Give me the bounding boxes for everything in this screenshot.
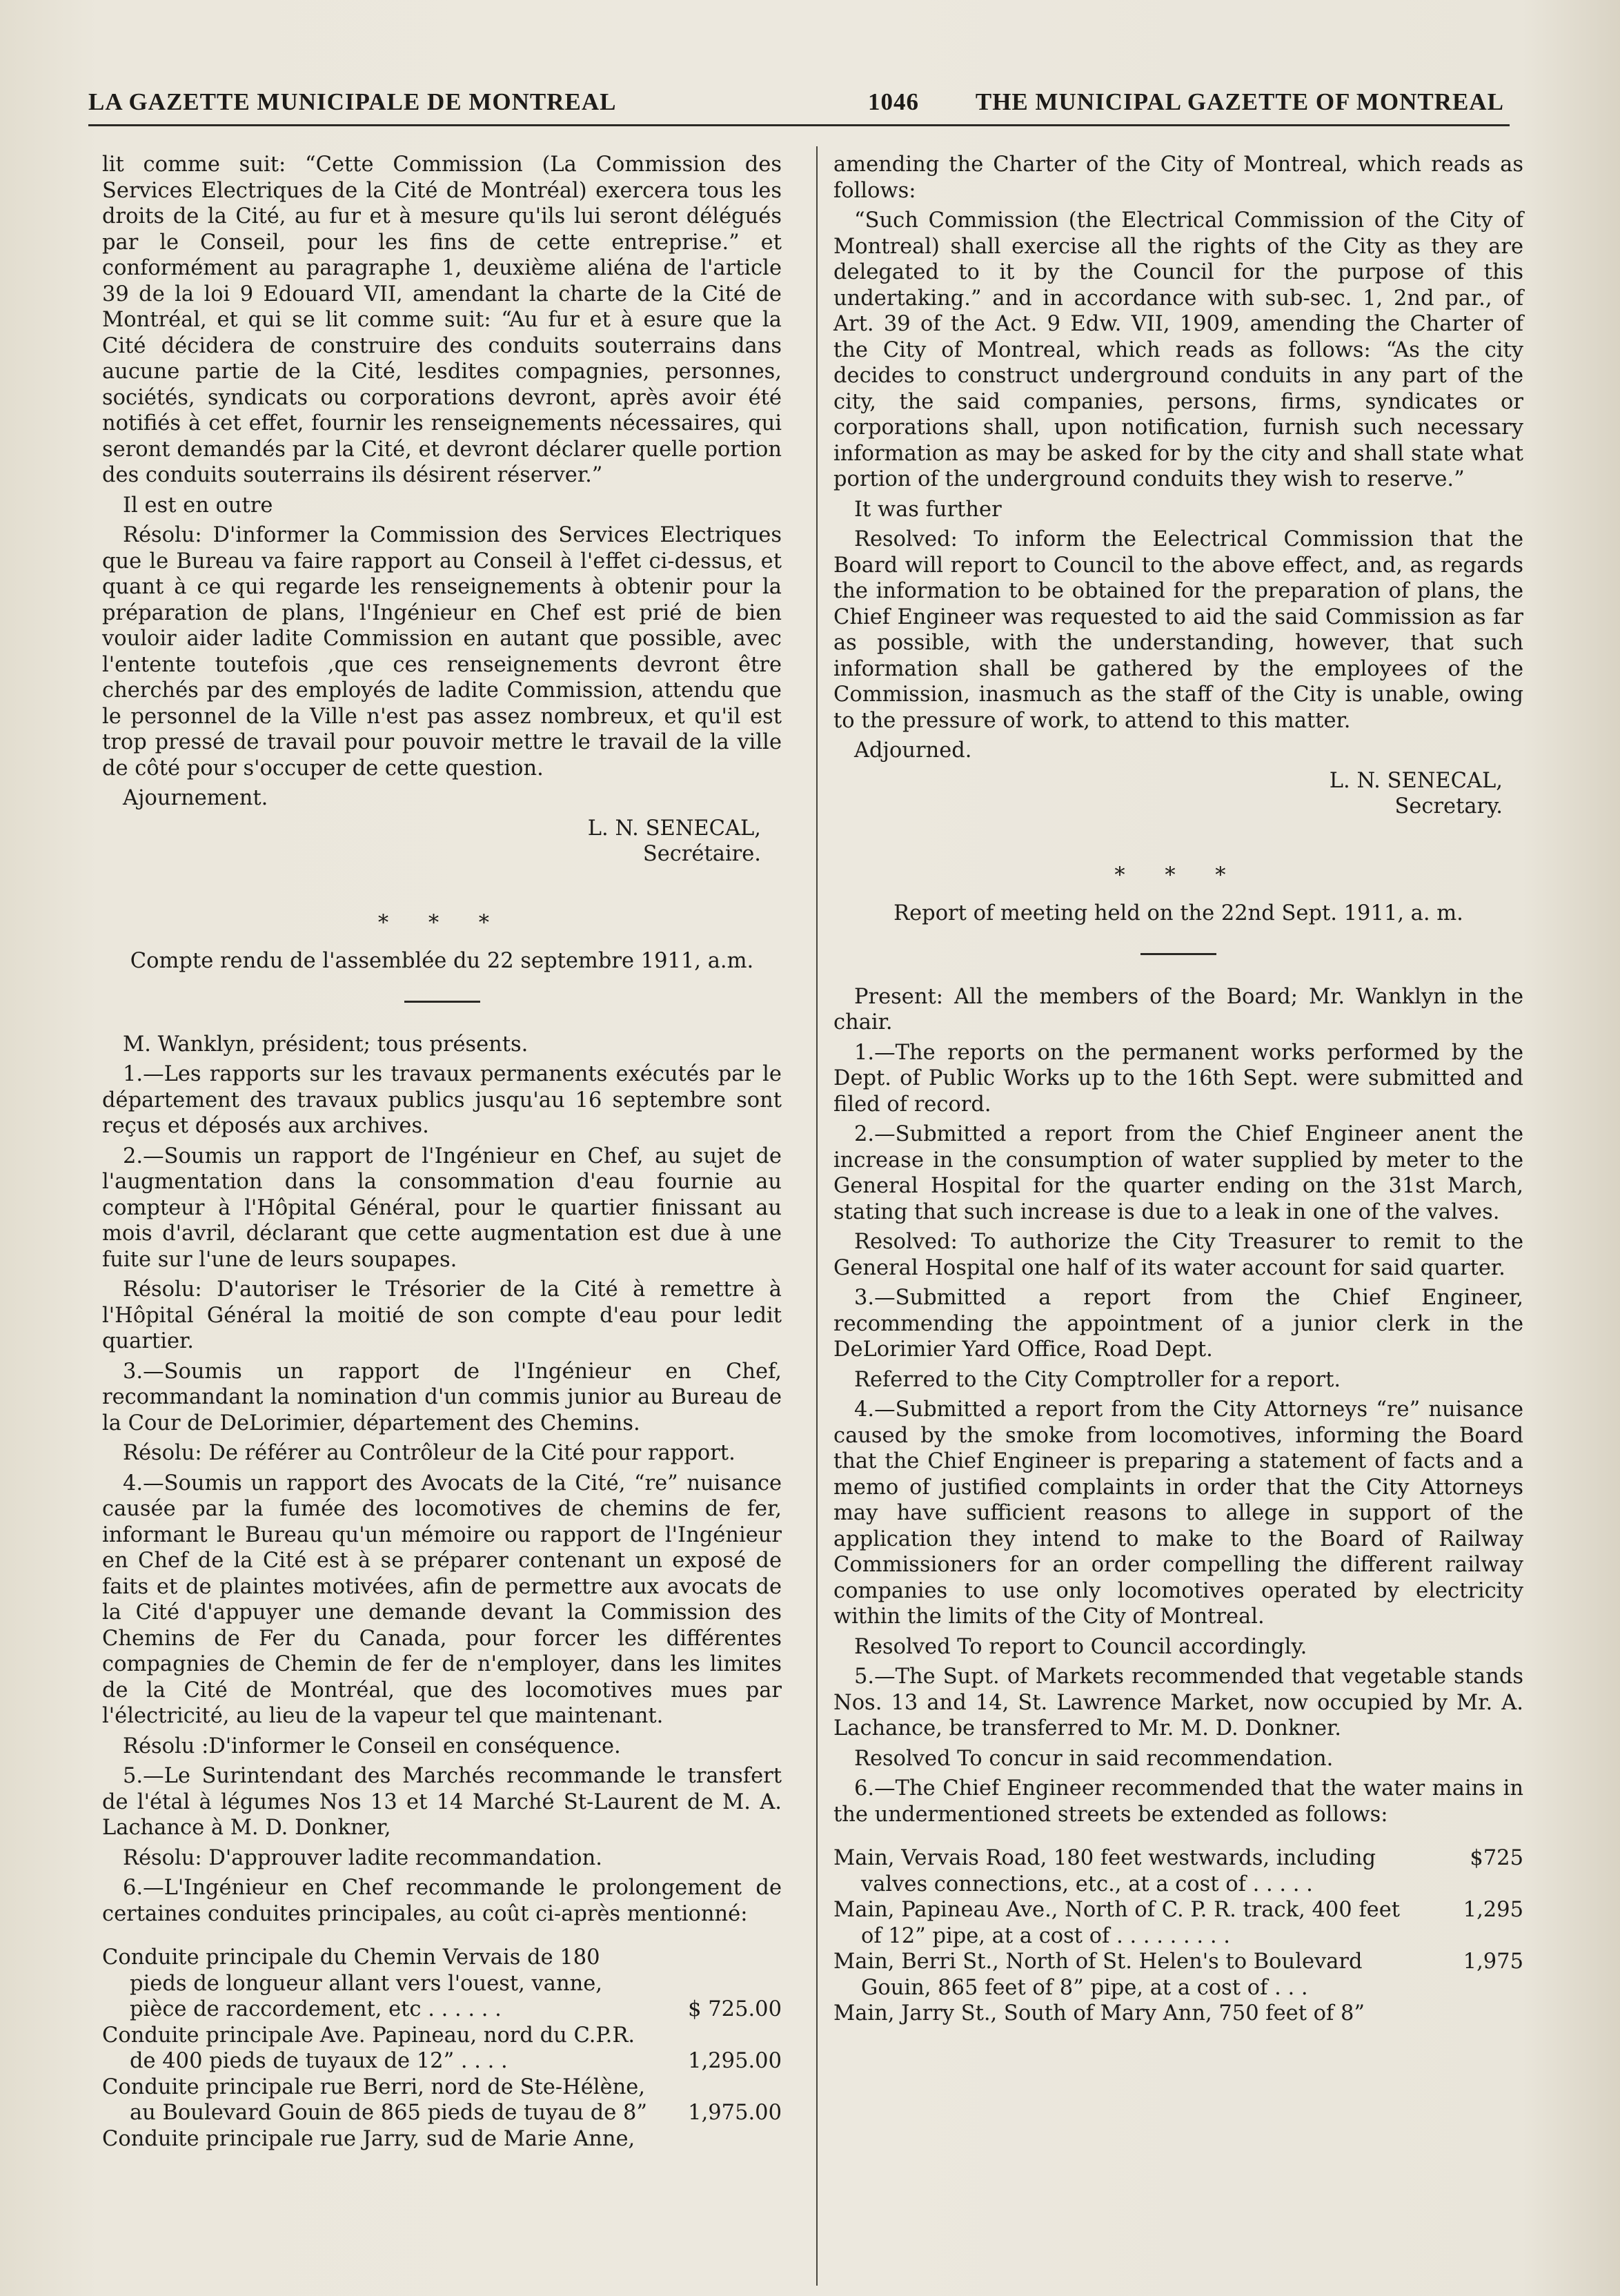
en-signature-title: Secretary. xyxy=(1394,794,1503,818)
fr-present: M. Wanklyn, président; tous présents. xyxy=(123,1032,529,1057)
header-english-title: THE MUNICIPAL GAZETTE OF MONTREAL xyxy=(975,88,1504,115)
fr-item-3-resolution: Résolu: De référer au Contrôleur de la Cité pour rapport. xyxy=(123,1441,735,1465)
en-present: Present: All the members of the Board; Mr. Wanklyn in the chair. xyxy=(833,984,1523,1034)
en-estimate-3: Main, Berri St., North of St. Helen's to Boulevard 1,975 xyxy=(833,1950,1523,1974)
fr-resolution: Résolu: D'informer la Commission des Services Electriques que le Bureau va faire rapport au Conseil à l'effet ci-dessus, et quant à ce qui regarde les renseignements à obtenir pour la préparation de plans, l'Ingénieur en Chef est prié de bien vouloir aider ladite Commission en autant que possible, avec l'entente toutefois ,que ces renseignements devront être cherchés par des employés de ladite Commission, attendu que le personnel de la Ville n'est pas assez nombreux, et qu'il est trop pressé de travail pour pouvoir mettre le travail de la ville de côté pour s'occuper de cette question. xyxy=(102,523,782,781)
fr-estimate-2-amount: 1,295.00 xyxy=(688,2049,782,2073)
en-section-stars: * * * xyxy=(1114,863,1243,887)
en-resolution: Resolved: To inform the Eelectrical Commission that the Board will report to Council to the above effect, and, as regards the information to be obtained for the preparation of plans, the Chief Engineer was requested to aid the said Commission as far as possible, with the understanding, however, that such information shall be gathered by the employees of the Commission, inasmuch as the staff of the City is unable, owing to the pressure of work, to attend to this matter. xyxy=(833,527,1523,733)
header-french-title: LA GAZETTE MUNICIPALE DE MONTREAL xyxy=(88,88,617,115)
en-item-3: 3.—Submitted a report from the Chief Engineer, recommending the appointment of a junior clerk in the DeLorimier Yard Office, Road Dept. xyxy=(833,1286,1523,1362)
fr-item-3: 3.—Soumis un rapport de l'Ingénieur en Chef, recommandant la nomination d'un commis junior au Bureau de la Cour de DeLorimier, département des Chemins. xyxy=(102,1359,782,1435)
en-adjournment: Adjourned. xyxy=(854,738,972,763)
en-further: It was further xyxy=(854,497,1002,522)
english-column xyxy=(833,152,1523,2027)
en-item-5: 5.—The Supt. of Markets recommended that vegetable stands Nos. 13 and 14, St. Lawrence Market, now occupied by Mr. A. Lachance, be transferred to Mr. M. D. Donkner. xyxy=(833,1665,1523,1740)
en-quote-paragraph: “Such Commission (the Electrical Commission of the City of Montreal) shall exercise all the rights of the City as they are delegated to it by the Council for the purpose of this undertaking.” and in accordance with sub-sec. 1, 2nd par., of Art. 39 of the Act. 9 Edw. VII, 1909, amending the Charter of the City of Montreal, which reads as follows: “As the city decides to construct underground conduits in any part of the city, the said companies, persons, firms, syndicates or corporations shall, upon notification, furnish such necessary information as may be asked for by the city and shall state what portion of the underground conduits they wish to reserve.” xyxy=(833,208,1523,491)
fr-item-2: 2.—Soumis un rapport de l'Ingénieur en Chef, au sujet de l'augmentation dans la consommation d'eau fournie au compteur à l'Hôpital Général, pour le quartier finissant au mois d'avril, déclarant que cette augmentation est due à une fuite sur l'une de leurs soupapes. xyxy=(102,1144,782,1272)
french-column xyxy=(102,152,782,2152)
en-short-rule xyxy=(1140,953,1216,955)
en-estimate-4: Main, Jarry St., South of Mary Ann, 750 feet of 8” xyxy=(833,2001,1365,2025)
fr-estimate-4: Conduite principale rue Jarry, sud de Marie Anne, xyxy=(102,2126,635,2151)
en-item-6: 6.—The Chief Engineer recommended that the water mains in the undermentioned streets be extended as follows: xyxy=(833,1776,1523,1827)
fr-item-4-resolution: Résolu :D'informer le Conseil en conséquence. xyxy=(123,1734,621,1758)
en-item-3-resolution: Referred to the City Comptroller for a report. xyxy=(854,1367,1341,1392)
fr-estimate-1-amount: $ 725.00 xyxy=(688,1997,782,2021)
en-estimate-1: Main, Vervais Road, 180 feet westwards, including $725 xyxy=(833,1846,1523,1870)
fr-signature-title: Secrétaire. xyxy=(642,842,761,866)
fr-adjournment: Ajournement. xyxy=(123,786,268,810)
en-item-2: 2.—Submitted a report from the Chief Engineer anent the increase in the consumption of water supplied by meter to the General Hospital for the quarter ending on the 31st March, stating that such increase is due to a leak in one of the valves. xyxy=(833,1122,1523,1224)
fr-paragraph-1: lit comme suit: “Cette Commission (La Commission des Services Electriques de la Cité de Montréal) exercera tous les droits de la Cité, au fur et à mesure qu'ils lui seront délégués par le Conseil, pour les fins de cette entreprise.” et conformément au paragraphe 1, deuxième aliéna de l'article 39 de la loi 9 Edouard VII, amendant la charte de la Cité de Montréal, et qui se lit comme suit: “Au fur et à esure que la Cité décidera de construire des conduits souterrains dans aucune partie de la Cité, lesdites compagnies, personnes, sociétés, syndicats ou corporations devront, après avoir été notifiés à cet effet, fournir les renseignements nécessaires, qui seront demandés par la Cité, et devront déclarer quelle portion des conduits souterrains ils désirent réserver.” xyxy=(102,153,782,487)
en-item-4: 4.—Submitted a report from the City Attorneys “re” nuisance caused by the smoke from locomotives, informing the Board that the Chief Engineer is preparing a statement of facts and a memo of justified complaints in order that the City Attorneys may have sufficient reasons to allege in support of the application they intend to make to the Board of Railway Commissioners for an order compelling the different railway companies to use only locomotives operated by electricity within the limits of the City of Montreal. xyxy=(833,1397,1523,1629)
en-signature-name: L. N. SENECAL, xyxy=(1329,768,1503,793)
fr-item-4: 4.—Soumis un rapport des Avocats de la Cité, “re” nuisance causée par la fumée des locomotives de chemins de fer, informant le Bureau qu'un mémoire ou rapport de l'Ingénieur en Chef de la Cité est à se préparer contenant un exposé de faits et de plaintes motivées, afin de permettre aux avocats de la Cité d'appuyer une demande devant la Commission des Chemins de Fer du Canada, pour forcer les différentes compagnies de Chemin de fer de n'employer, dans les limites de la Cité de Montréal, que des locomotives mues par l'électricité, au lieu de la vapeur tel que maintenant. xyxy=(102,1471,782,1728)
en-estimate-2: Main, Papineau Ave., North of C. P. R. track, 400 feet 1,295 xyxy=(833,1898,1523,1922)
en-item-1: 1.—The reports on the permanent works performed by the Dept. of Public Works up to the 16th Sept. were submitted and filed of record. xyxy=(833,1040,1523,1117)
fr-estimate-2: Conduite principale Ave. Papineau, nord du C.P.R. xyxy=(102,2023,635,2048)
en-estimate-1-amount: $725 xyxy=(1470,1846,1523,1870)
fr-signature-name: L. N. SENECAL, xyxy=(587,816,761,841)
en-estimates-list: Main, Vervais Road, 180 feet westwards, including $725 valves connections, etc., at a cost of . . . . . Main, Papineau Ave., North of C. P. R. track, 400 feet 1,295 of 12” pipe, at a cost of . . . . . . . . . Main, Berri St., North of St. Helen's to Boulevard 1,975 Gouin, 865 feet of 8” pipe, at a cost of . . . Main, Jarry St., South of Mary Ann, 750 feet of 8” xyxy=(833,1846,1523,2025)
fr-further: Il est en outre xyxy=(123,493,273,518)
fr-item-6: 6.—L'Ingénieur en Chef recommande le prolongement de certaines conduites principales, au coût ci-après mentionné: xyxy=(102,1876,782,1926)
fr-short-rule xyxy=(404,1001,480,1003)
fr-report-title: Compte rendu de l'assemblée du 22 septembre 1911, a.m. xyxy=(130,949,754,973)
fr-estimates-list: Conduite principale du Chemin Vervais de 180 pieds de longueur allant vers l'ouest, vanne, pièce de raccordement, etc . . . . . . $ 725.00 Conduite principale Ave. Papineau, nord du C.P.R. de 400 pieds de tuyaux de 12” . . . . 1,295.00 Conduite principale rue Berri, nord de Ste-Hélène, au Boulevard Gouin de 865 pieds de tuyau de 8” 1,975.00 Conduite principale rue Jarry, sud de Marie Anne, xyxy=(102,1945,782,2151)
fr-item-5: 5.—Le Surintendant des Marchés recommande le transfert de l'étal à légumes Nos 13 et 14 Marché St-Laurent de M. A. Lachance à M. D. Donkner, xyxy=(102,1764,782,1840)
en-item-2-resolution: Resolved: To authorize the City Treasurer to remit to the General Hospital one half of its water account for said quarter. xyxy=(833,1230,1523,1280)
en-report-title: Report of meeting held on the 22nd Sept. 1911, a. m. xyxy=(893,901,1463,925)
fr-estimate-3-amount: 1,975.00 xyxy=(688,2101,782,2125)
column-divider xyxy=(816,146,818,2286)
en-estimate-2-amount: 1,295 xyxy=(1463,1898,1523,1922)
fr-item-1: 1.—Les rapports sur les travaux permanents exécutés par le département des travaux publics jusqu'au 16 septembre sont reçus et déposés aux archives. xyxy=(102,1062,782,1138)
en-item-5-resolution: Resolved To concur in said recommendation. xyxy=(854,1746,1334,1771)
fr-estimate-1: Conduite principale du Chemin Vervais de 180 xyxy=(102,1945,600,1970)
page-number: 1046 xyxy=(868,88,919,115)
fr-estimate-3: Conduite principale rue Berri, nord de Ste-Hélène, xyxy=(102,2074,645,2099)
page-header xyxy=(88,88,1504,123)
en-paragraph-1: amending the Charter of the City of Montreal, which reads as follows: xyxy=(833,153,1523,203)
en-estimate-3-amount: 1,975 xyxy=(1463,1950,1523,1974)
fr-item-5-resolution: Résolu: D'approuver ladite recommandation. xyxy=(123,1845,602,1870)
fr-section-stars: * * * xyxy=(377,910,506,935)
en-item-4-resolution: Resolved To report to Council accordingly. xyxy=(854,1634,1307,1659)
fr-item-2-resolution: Résolu: D'autoriser le Trésorier de la Cité à remettre à l'Hôpital Général la moitié de son compte d'eau pour ledit quartier. xyxy=(102,1277,782,1353)
header-rule xyxy=(88,124,1510,126)
